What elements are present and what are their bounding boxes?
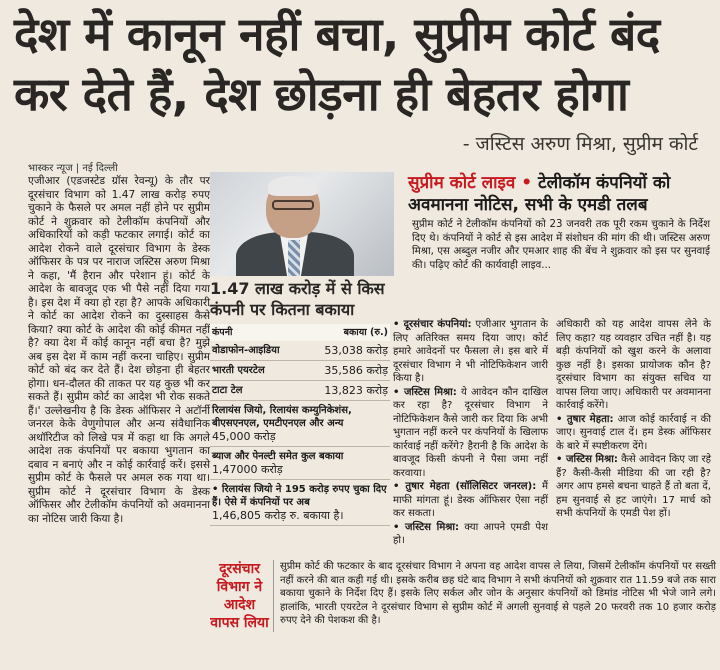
company-amount: 45,000 करोड़ <box>212 430 276 443</box>
left-column-text: एजीआर (एडजस्टेड ग्रॉस रेवन्यू) के तौर पर दूरसंचार विभाग को 1.47 लाख करोड़ रुपए चुकाने के फैसले पर अमल नहीं होने पर सुप्रीम कोर्ट ने शुक्रवार को टेलीकॉम कंपनियों और अधिकारियों को कड़ी फटकार लगाई। कोर्ट का आदेश रोकने वाले दूरसंचार विभाग के डेस्क ऑफिसर के पत्र पर नाराज जस्टिस अरुण मिश्रा ने कहा, 'मैं हैरान और परेशान हूं। कोर्ट के आदेश के बावजूद एक भी पैसे नहीं दिया गया है। इस देश में क्या हो रहा है? आपके अधिकारी ने कोर्ट का आदेश रोकने का दुस्साहस कैसे किया? क्या कोर्ट के आदेश की कोई कीमत नहीं है? क्या देश में कोई कानून नहीं बचा है? मुझे अब इस देश में काम नहीं करना चाहिए। सुप्रीम कोर्ट को बंद कर देते हैं। देश छोड़ना ही बेहतर होगा। धन-दौलत की ताकत पर यह कुछ भी कर सकते हैं। सुप्रीम कोर्ट का आदेश भी रोक सकते हैं।' उल्लेखनीय है कि डेस्क ऑफिसर ने अटॉर्नी जनरल केके वेणुगोपाल और अन्य संवैधानिक अथॉरिटीज को लिखे पत्र में कहा था कि अगले आदेश तक कंपनियों पर बकाया भुगतान का दबाव न बनाएं और न कोई कार्रवाई करें। इससे सुप्रीम कोर्ट के फैसले पर अमल रुक गया था। सुप्रीम कोर्ट ने दूरसंचार विभाग के डेस्क ऑफिसर और टेलीकॉम कंपनियों को अवमानना का नोटिस जारी किया है। <box>28 175 210 525</box>
speech: मैं माफी मांगता हूं। डेस्क ऑफिसर ऐसा नहीं कर सकता। <box>393 481 548 519</box>
company-name: वोडाफोन-आइडिया <box>212 345 280 356</box>
speaker: • जस्टिस मिश्रा: <box>393 521 460 533</box>
speaker: • जस्टिस मिश्रा: <box>393 386 457 398</box>
table-row <box>210 480 390 526</box>
col-amount: बकाया (रु.) <box>343 327 388 338</box>
right-title-text: टेलीकॉम कंपनियों को अवमानना नोटिस, सभी के एमडी तलब <box>408 173 671 215</box>
table-row <box>210 401 390 447</box>
proceeding-item <box>393 521 548 548</box>
table-row <box>210 341 390 361</box>
table-row <box>210 381 390 401</box>
right-story-title <box>408 172 708 216</box>
right-story-intro: सुप्रीम कोर्ट ने टेलीकॉम कंपनियों को 23 जनवरी तक पूरी रकम चुकाने के निर्देश दिए थे। कंपनियों ने कोर्ट से इस आदेश में संशोधन की मांग की थी। जस्टिस अरुण मिश्रा, एस अब्दुल नजीर और एमआर शाह की बेंच ने शुक्रवार को इस पर सुनवाई की। पढ़िए कोर्ट की कार्यवाही लाइव... <box>412 219 710 271</box>
live-tag: सुप्रीम कोर्ट लाइव • <box>408 173 533 193</box>
company-amount: 1,47000 करोड़ <box>212 463 283 476</box>
bottom-story <box>210 560 716 632</box>
bottom-story-text: सुप्रीम कोर्ट की फटकार के बाद दूरसंचार विभाग ने अपना वह आदेश वापस ले लिया, जिसमें टेलीकॉम कंपनियों पर सख्ती नहीं करने की बात कही गई थी। इसके करीब छह घंटे बाद विभाग ने सभी कंपनियों को शुक्रवार रात 11.59 बजे तक सारा बकाया चुकाने के निर्देश दिए हैं। इसके लिए सर्कल और जोन के अनुसार कंपनियों को डिमांड नोटिस भी भेजे जाने लगे। हालांकि, भारती एयरटेल ने दूरसंचार विभाग से सुप्रीम कोर्ट में अगली सुनवाई से पहले 20 फरवरी तक 10 हजार करोड़ रुपए देने की पेशकश की है। <box>280 561 716 626</box>
headline: देश में कानून नहीं बचा, सुप्रीम कोर्ट बंद कर देते हैं, देश छोड़ना ही बेहतर होगा <box>14 7 660 121</box>
proceedings-columns <box>393 318 711 548</box>
company-name: ब्याज और पेनल्टी समेत कुल बकाया <box>212 451 344 462</box>
proceeding-item <box>556 413 711 454</box>
proceedings-col-2 <box>556 318 711 548</box>
dues-box-title: 1.47 लाख करोड़ में से किस कंपनी पर कितना बकाया <box>210 279 385 319</box>
justice-photo <box>210 172 394 276</box>
company-amount: 53,038 करोड़ <box>324 344 388 357</box>
speech: आज कोई कार्रवाई न की जाए। सुनवाई टाल दें। हम डेस्क ऑफिसर के बारे में स्पष्टीकरण देंगे। <box>556 413 711 452</box>
proceeding-item <box>393 480 548 521</box>
company-name: टाटा टेल <box>212 385 243 396</box>
col-company: कंपनी <box>212 327 233 338</box>
company-name: भारती एयरटेल <box>212 365 265 376</box>
bottom-story-label: दूरसंचार विभाग ने आदेश वापस लिया <box>210 560 274 632</box>
speaker: • तुषार मेहता (सॉलिसिटर जनरल): <box>393 481 537 492</box>
table-row <box>210 361 390 381</box>
dues-box <box>210 278 390 526</box>
speech: क्या आपने एमडी पेश हो। <box>393 521 548 546</box>
photo-tie <box>288 240 300 276</box>
proceedings-col-1 <box>393 318 548 548</box>
quote-attribution: - जस्टिस अरुण मिश्रा, सुप्रीम कोर्ट <box>462 133 698 155</box>
photo-glasses <box>272 200 314 210</box>
left-column <box>28 175 210 526</box>
speech: एजीआर भुगतान के लिए अतिरिक्त समय दिया जाए। कोर्ट हमारे आवेदनों पर फैसला ले। इस बारे में दूरसंचार विभाग ने भी नोटिफिकेशन जारी किया है। <box>393 319 548 384</box>
byline: भास्कर न्यूज | नई दिल्ली <box>28 163 118 174</box>
company-amount: 1,46,805 करोड़ रु. बकाया है। <box>212 509 344 522</box>
proceeding-item <box>556 318 711 413</box>
speech: ये आवेदन कौन दाखिल कर रहा है? दूरसंचार विभाग ने नोटिफिकेशन कैसे जारी कर दिया कि अभी भुगतान नहीं करने पर कंपनियों के खिलाफ कार्रवाई नहीं करेंगे? हैरानी है कि आदेश के बावजूद किसी कंपनी ने पैसा जमा नहीं करवाया। <box>393 386 548 479</box>
table-row <box>210 447 390 480</box>
photo-hair <box>268 176 318 196</box>
speech: अधिकारी को यह आदेश वापस लेने के लिए कहा? यह व्यवहार उचित नहीं है। यह बड़ी कंपनियों को खुश करने के अलावा कुछ नहीं है। इसका प्रायोजक कौन है? दूरसंचार विभाग का संयुक्त सचिव या वापस लिया जाए। अधिकारी पर अवमानना कार्रवाई करेंगे। <box>556 319 711 411</box>
proceeding-item <box>556 453 711 521</box>
company-amount: 13,823 करोड़ <box>324 384 388 397</box>
dues-table-header <box>210 324 390 341</box>
company-amount: 35,586 करोड़ <box>324 364 388 377</box>
speaker: • तुषार मेहता: <box>556 413 614 425</box>
proceeding-item <box>393 318 548 386</box>
company-name: रिलायंस जियो, रिलायंस कम्युनिकेशंस, बीएसएनएल, एमटीएनएल और अन्य <box>212 405 352 429</box>
proceeding-item <box>393 386 548 481</box>
company-name: • रिलायंस जियो ने 195 करोड़ रुपए चुका दिए हैं। ऐसे में कंपनियों पर अब <box>212 484 387 508</box>
speaker: • जस्टिस मिश्रा: <box>556 454 618 465</box>
speaker: • दूरसंचार कंपनियां: <box>393 319 472 330</box>
speech: कैसे आवेदन किए जा रहे हैं? कैसी-कैसी मीडिया की जा रही है? अगर आप हमसे बचना चाहते हैं तो बता दें, हम सुनवाई से हट जाएंगे। 17 मार्च को सभी कंपनियों के एमडी पेश हों। <box>556 454 711 519</box>
